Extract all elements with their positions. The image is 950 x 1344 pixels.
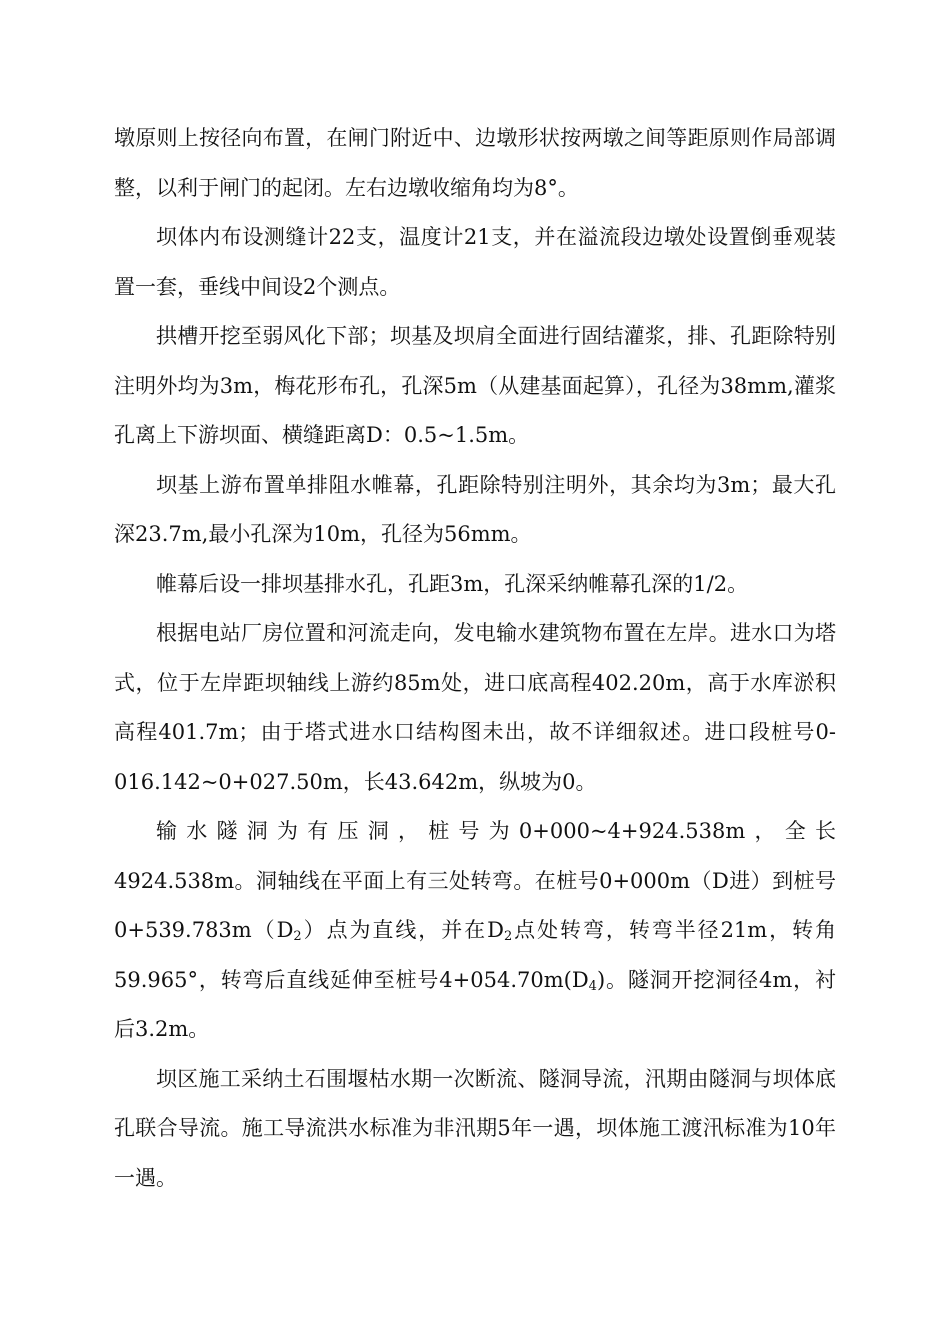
subscript-d2-b: 2 bbox=[503, 929, 513, 944]
paragraph-grout-curtain: 坝基上游布置单排阻水帷幕，孔距除特别注明外，其余均为3m；最大孔深23.7m,最小孔深为10m，孔径为56mm。 bbox=[114, 472, 836, 546]
document-body bbox=[114, 114, 836, 1203]
tunnel-text-4: )。隧洞开挖洞径4m，衬后3.2m。 bbox=[114, 967, 837, 1041]
subscript-d2-a: 2 bbox=[293, 929, 302, 944]
tunnel-text-3: 点处转弯，转弯半径21m，转角59.965°，转弯后直线延伸至桩号4+054.70m(D bbox=[114, 918, 837, 992]
paragraph-water-intake: 根据电站厂房位置和河流走向，发电输水建筑物布置在左岸。进水口为塔式，位于左岸距坝轴线上游约85m处，进口底高程402.20m，高于水库淤积高程401.7m；由于塔式进水口结构图未出，故不详细叙述。进口段桩号0-016.142~0+027.50m，长43.642m，纵坡为0。 bbox=[114, 621, 836, 794]
paragraph-pier-layout: 墩原则上按径向布置，在闸门附近中、边墩形状按两墩之间等距原则作局部调整，以利于闸门的起闭。左右边墩收缩角均为8°。 bbox=[114, 126, 836, 200]
paragraph-drainage-holes: 帷幕后设一排坝基排水孔，孔距3m，孔深采纳帷幕孔深的1/2。 bbox=[156, 571, 749, 596]
tunnel-text-1: 输水隧洞为有压洞，桩号为0+000~4+924.538m，全长4924.538m。洞轴线在平面上有三处转弯。在桩号0+000m（D进）到桩号0+539.783m（D bbox=[114, 819, 836, 942]
subscript-d4: 4 bbox=[588, 978, 597, 994]
paragraph-diversion: 坝区施工采纳土石围堰枯水期一次断流、隧洞导流，汛期由隧洞与坝体底孔联合导流。施工导流洪水标准为非汛期5年一遇，坝体施工渡汛标准为10年一遇。 bbox=[114, 1066, 836, 1190]
paragraph-tunnel bbox=[114, 807, 836, 1055]
paragraph-consolidation-grouting: 拱槽开挖至弱风化下部；坝基及坝肩全面进行固结灌浆，排、孔距除特别注明外均为3m，梅花形布孔，孔深5m（从建基面起算），孔径为38mm,灌浆孔离上下游坝面、横缝距离D：0.5~1.5m。 bbox=[114, 324, 836, 447]
tunnel-text-2: ）点为直线，并在D bbox=[301, 918, 504, 942]
paragraph-instrumentation: 坝体内布设测缝计22支，温度计21支，并在溢流段边墩处设置倒垂观装置一套，垂线中间设2个测点。 bbox=[114, 225, 836, 299]
